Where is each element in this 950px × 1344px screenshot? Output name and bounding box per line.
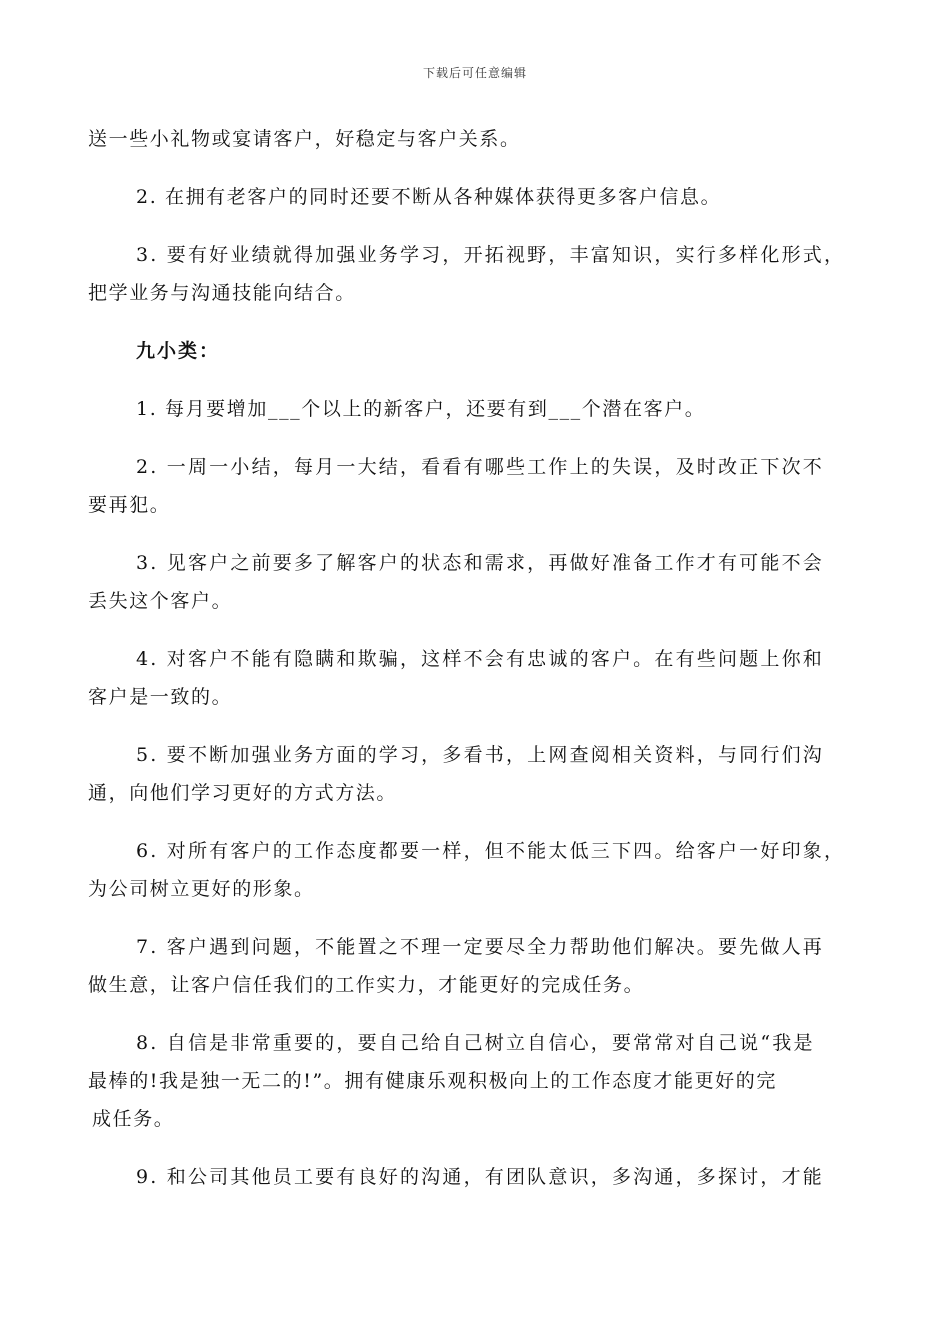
list-item-2: 2. 在拥有老客户的同时还要不断从各种媒体获得更多客户信息。 — [136, 186, 722, 208]
paragraph-continuation: 送一些小礼物或宴请客户，好稳定与客户关系。 — [88, 128, 521, 150]
section-item-6-line-2: 为公司树立更好的形象。 — [88, 878, 315, 900]
section-item-4 — [88, 640, 863, 716]
section-item-8-line-3: 成任务。 — [92, 1108, 175, 1130]
section-item-3-line-1: 3. 见客户之前要多了解客户的状态和需求，再做好准备工作才有可能不会 — [136, 552, 824, 574]
section-item-9-line-1: 9. 和公司其他员工要有良好的沟通，有团队意识，多沟通，多探讨，才能 — [136, 1166, 824, 1188]
section-item-5-line-1: 5. 要不断加强业务方面的学习，多看书，上网查阅相关资料，与同行们沟 — [136, 744, 824, 766]
page-header-note: 下载后可任意编辑 — [422, 66, 527, 80]
section-item-9 — [88, 1158, 863, 1196]
section-item-7-line-1: 7. 客户遇到问题，不能置之不理一定要尽全力帮助他们解决。要先做人再 — [136, 936, 824, 958]
section-item-7-line-2: 做生意，让客户信任我们的工作实力，才能更好的完成任务。 — [88, 974, 645, 996]
section-item-8-line-2: 最棒的!我是独一无二的!”。拥有健康乐观积极向上的工作态度才能更好的完 — [88, 1070, 777, 1092]
section-item-8-line-1: 8. 自信是非常重要的，要自己给自己树立自信心，要常常对自己说“我是 — [136, 1032, 815, 1054]
section-item-4-line-2: 客户是一致的。 — [88, 686, 233, 708]
section-item-2-line-1: 2. 一周一小结，每月一大结，看看有哪些工作上的失误，及时改正下次不 — [136, 456, 824, 478]
section-item-8 — [88, 1024, 863, 1138]
section-item-7 — [88, 928, 863, 1004]
list-item-3 — [88, 236, 863, 312]
section-heading: 九小类： — [136, 340, 221, 362]
section-item-6-line-1: 6. 对所有客户的工作态度都要一样，但不能太低三下四。给客户一好印象， — [136, 840, 846, 862]
section-item-2 — [88, 448, 863, 524]
document-body — [88, 120, 863, 1196]
list-item-3-line-2: 把学业务与沟通技能向结合。 — [88, 282, 356, 304]
section-item-5-line-2: 通，向他们学习更好的方式方法。 — [88, 782, 398, 804]
section-item-6 — [88, 832, 863, 908]
list-item-3-line-1: 3. 要有好业绩就得加强业务学习，开拓视野，丰富知识，实行多样化形式， — [136, 244, 846, 266]
section-item-4-line-1: 4. 对客户不能有隐瞒和欺骗，这样不会有忠诚的客户。在有些问题上你和 — [136, 648, 824, 670]
section-item-3 — [88, 544, 863, 620]
section-item-3-line-2: 丢失这个客户。 — [88, 590, 233, 612]
section-item-1: 1. 每月要增加___个以上的新客户，还要有到___个潜在客户。 — [136, 398, 706, 420]
section-item-2-line-2: 要再犯。 — [88, 494, 171, 516]
section-item-5 — [88, 736, 863, 812]
